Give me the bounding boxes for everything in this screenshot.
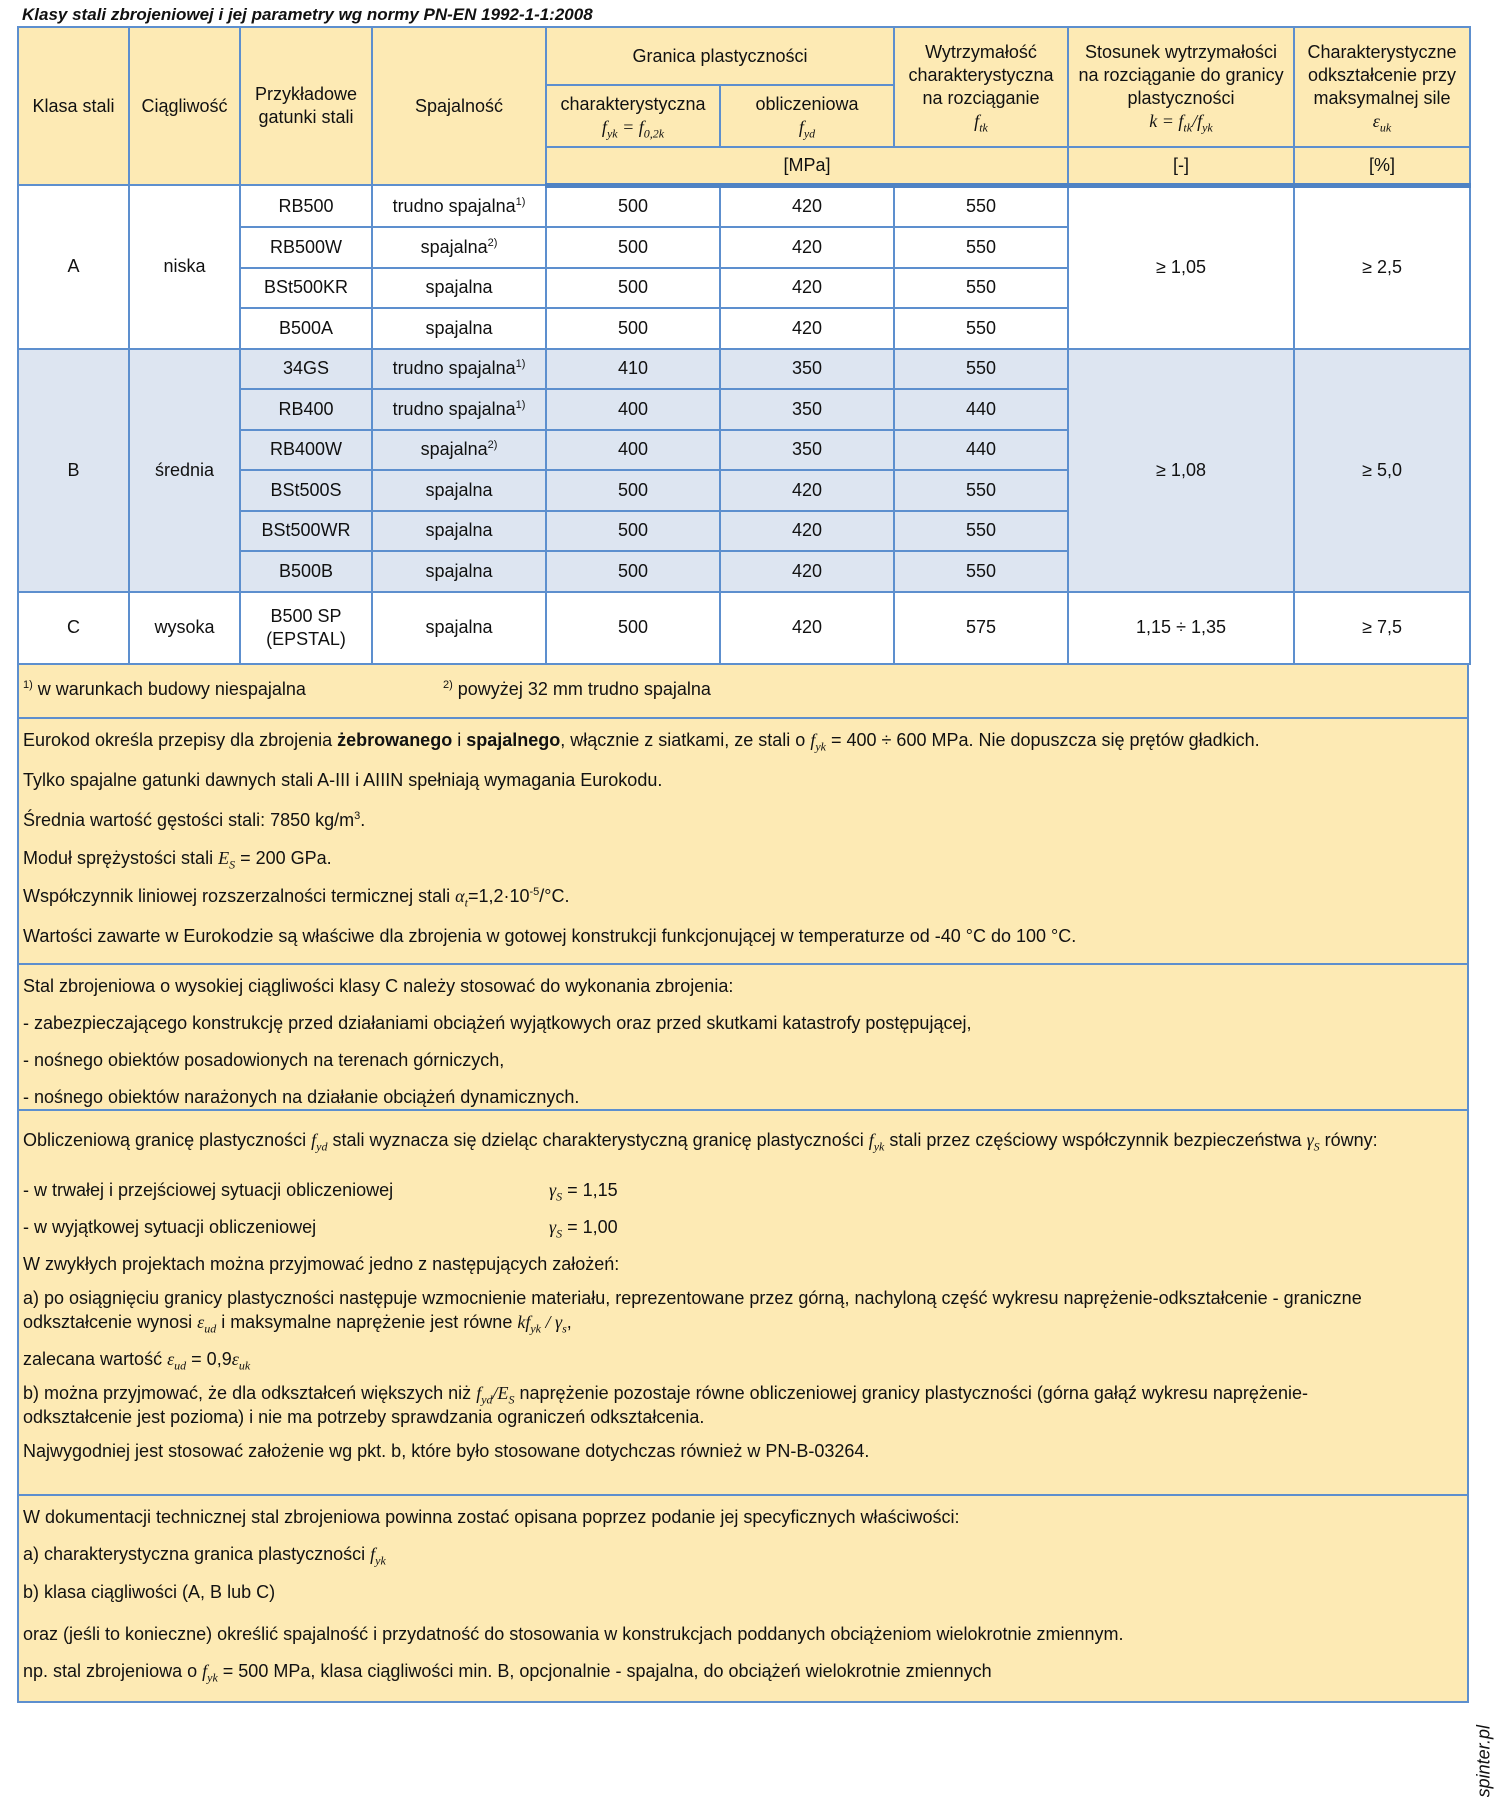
cell-spajalnosc xyxy=(372,349,546,390)
symbol-fyd: $f_{yd}$ xyxy=(311,1129,328,1154)
text-span: . xyxy=(360,809,366,830)
page-title: Klasy stali zbrojeniowej i jej parametry wg normy PN-EN 1992-1-1:2008 xyxy=(22,5,593,24)
class-c-line-2: - zabezpieczającego konstrukcję przed działaniami obciążeń wyjątkowych oraz przed skutkami katastrofy postępującej, xyxy=(23,1012,972,1033)
footnotes-row xyxy=(19,679,1467,700)
footnote-ref: 1) xyxy=(515,195,526,208)
text-span: , xyxy=(566,1311,572,1332)
text-span: stali przez częściowy współczynnik bezpieczeństwa xyxy=(884,1129,1307,1150)
doc-line-5 xyxy=(19,1658,1467,1694)
symbol-euk: $\varepsilon_{uk}$ xyxy=(231,1348,251,1373)
cell-fyd: 420 xyxy=(720,185,894,227)
design-line-7 xyxy=(19,1346,1467,1381)
table-row xyxy=(18,349,1470,390)
symbol-euk: $\varepsilon_{uk}$ xyxy=(1372,111,1392,135)
footnote-ref: 2) xyxy=(487,439,498,452)
cell-gatunek: RB500W xyxy=(240,227,372,268)
unit-percent: [%] xyxy=(1294,147,1470,185)
cell-spajalnosc xyxy=(372,185,546,227)
cell-fyd: 350 xyxy=(720,389,894,430)
footnote-1-text: w warunkach budowy niespajalna xyxy=(32,678,306,699)
footnote-2 xyxy=(443,679,711,700)
doc-line-1: W dokumentacji technicznej stal zbrojeniowa powinna zostać opisana poprzez podanie jej specyficznych właściwości: xyxy=(23,1506,960,1527)
symbol-fyk: $f_{yk}$ xyxy=(202,1660,218,1685)
text-span: - w trwałej i przejściowej sytuacji obliczeniowej xyxy=(23,1179,394,1200)
cell-gatunek: RB400 xyxy=(240,389,372,430)
cell-ftk: 550 xyxy=(894,268,1068,309)
cell-spajalnosc xyxy=(372,592,546,664)
spajalnosc-text: spajalna xyxy=(425,560,493,581)
cell-euk: ≥ 5,0 xyxy=(1294,349,1470,592)
cell-spajalnosc xyxy=(372,308,546,349)
symbol-fyk: $f_{yk}$ xyxy=(868,1129,885,1154)
text-span: = 400 ÷ 600 MPa. Nie dopuszcza się prętów gładkich. xyxy=(826,729,1260,750)
spajalnosc-text: spajalna xyxy=(420,439,488,460)
cell-gatunek: BSt500KR xyxy=(240,268,372,309)
superscript: -5 xyxy=(529,885,540,898)
cell-fyd: 350 xyxy=(720,349,894,390)
cell-euk: ≥ 7,5 xyxy=(1294,592,1470,664)
text-span: - w wyjątkowej sytuacji obliczeniowej xyxy=(23,1216,317,1237)
header-odksztalcenie xyxy=(1294,27,1470,147)
cell-fyd: 350 xyxy=(720,430,894,471)
footnote-ref: 2) xyxy=(487,236,498,249)
cell-ftk: 550 xyxy=(894,349,1068,390)
header-wytrzymalosc-label: Wytrzymałość charakterystyczna na rozciąganie xyxy=(908,42,1054,108)
cell-spajalnosc xyxy=(372,268,546,309)
header-charakterystyczna xyxy=(546,85,720,147)
temperature-line: Wartości zawarte w Eurokodzie są właściwe dla zbrojenia w gotowej konstrukcji funkcjonującej w temperaturze od -40 °C do 100 °C. xyxy=(23,925,1077,946)
cell-ftk: 550 xyxy=(894,308,1068,349)
cell-fyk: 500 xyxy=(546,551,720,592)
cell-gatunek: B500 SP (EPSTAL) xyxy=(240,592,372,664)
text-span: = 1,15 xyxy=(562,1179,618,1200)
header-row xyxy=(18,27,1470,85)
symbol-fyd: $f_{yd}$ xyxy=(798,117,816,141)
doc-line-3: b) klasa ciągliwości (A, B lub C) xyxy=(23,1581,276,1602)
text-span: Średnia wartość gęstości stali: 7850 kg/m xyxy=(23,809,355,830)
symbol-gamma-s: $\gamma_S$ xyxy=(549,1216,563,1241)
header-stosunek xyxy=(1068,27,1294,147)
cell-fyd: 420 xyxy=(720,308,894,349)
header-klasa: Klasa stali xyxy=(18,27,129,185)
footnote-2-text: powyżej 32 mm trudno spajalna xyxy=(452,678,711,699)
eurocode-line-1 xyxy=(19,727,1467,767)
cell-klasa: C xyxy=(18,592,129,664)
cell-ftk: 440 xyxy=(894,430,1068,471)
cell-k-ratio: ≥ 1,08 xyxy=(1068,349,1294,592)
cell-fyk: 400 xyxy=(546,430,720,471)
symbol-es: $E_S$ xyxy=(218,847,236,872)
cell-fyk: 500 xyxy=(546,227,720,268)
spajalnosc-text: spajalna xyxy=(425,617,493,637)
cell-fyk: 500 xyxy=(546,592,720,664)
unit-mpa: [MPa] xyxy=(546,147,1068,185)
cell-ciagliwosc: średnia xyxy=(129,349,240,592)
design-line-2 xyxy=(19,1177,1467,1214)
header-wytrzymalosc xyxy=(894,27,1068,147)
symbol-fyk: $f_{yk}$ xyxy=(810,729,826,754)
cell-k-ratio: ≥ 1,05 xyxy=(1068,185,1294,349)
doc-line-4: oraz (jeśli to konieczne) określić spajalność i przydatność do stosowania w konstrukcjach poddanych obciążeniom wielokrotnie zmiennym. xyxy=(23,1623,1124,1644)
cell-fyk: 500 xyxy=(546,268,720,309)
design-line-3 xyxy=(19,1214,1467,1251)
cell-fyd: 420 xyxy=(720,227,894,268)
symbol-k-ratio: $k = f_{tk}/f_{yk}$ xyxy=(1149,111,1213,135)
text-span: = 500 MPa, klasa ciągliwości min. B, opcjonalnie - spajalna, do obciążeń wielokrotnie zmiennych xyxy=(217,1660,992,1681)
text-span: , włącznie z siatkami, ze stali o xyxy=(560,729,811,750)
symbol-gamma-s: $\gamma_S$ xyxy=(549,1179,563,1204)
text-span: odkształcenie wynosi xyxy=(23,1311,198,1332)
cell-fyk: 500 xyxy=(546,470,720,511)
text-span: równy: xyxy=(1319,1129,1378,1150)
eurocode-section xyxy=(19,719,1467,965)
cell-gatunek: B500A xyxy=(240,308,372,349)
cell-gatunek: B500B xyxy=(240,551,372,592)
symbol-gamma-s: $\gamma_S$ xyxy=(1306,1129,1320,1154)
design-line-1 xyxy=(19,1127,1467,1177)
cell-euk: ≥ 2,5 xyxy=(1294,185,1470,349)
bold-spajalnego: spajalnego xyxy=(466,729,561,750)
cell-gatunek: BSt500S xyxy=(240,470,372,511)
unit-dash: [-] xyxy=(1068,147,1294,185)
cell-ftk: 550 xyxy=(894,551,1068,592)
text-span: a) charakterystyczna granica plastyczności xyxy=(23,1543,371,1564)
class-c-line-3: - nośnego obiektów posadowionych na terenach górniczych, xyxy=(23,1049,505,1070)
cell-spajalnosc xyxy=(372,227,546,268)
design-line-5: a) po osiągnięciu granicy plastyczności następuje wzmocnienie materiału, reprezentowane przez górną, nachyloną część wykresu naprężenie-odkształcenie - graniczne xyxy=(23,1287,1362,1308)
cell-klasa: B xyxy=(18,349,129,592)
cell-ftk: 440 xyxy=(894,389,1068,430)
footnote-2-mark: 2) xyxy=(443,678,453,691)
text-span: Obliczeniową granicę plastyczności xyxy=(23,1129,312,1150)
text-span: = 200 GPa. xyxy=(235,847,332,868)
spajalnosc-text: spajalna xyxy=(420,236,488,257)
text-span: =1,2·10 xyxy=(467,885,530,906)
documentation-section xyxy=(19,1496,1467,1701)
bold-zebrowanego: żebrowanego xyxy=(337,729,453,750)
symbol-ftk: $f_{tk}$ xyxy=(974,111,988,135)
header-stosunek-label: Stosunek wytrzymałości na rozciąganie do granicy plastyczności xyxy=(1078,42,1284,108)
footnote-ref: 1) xyxy=(515,358,526,371)
cell-fyd: 420 xyxy=(720,470,894,511)
cell-gatunek: RB500 xyxy=(240,185,372,227)
cell-gatunek: RB400W xyxy=(240,430,372,471)
header-granica: Granica plastyczności xyxy=(546,27,894,85)
cell-ftk: 550 xyxy=(894,511,1068,552)
class-c-line-4: - nośnego obiektów narażonych na działanie obciążeń dynamicznych. xyxy=(23,1086,580,1107)
text-span: np. stal zbrojeniowa o xyxy=(23,1660,203,1681)
text-span: /°C. xyxy=(539,885,570,906)
text-span: naprężenie pozostaje równe obliczeniowej granicy plastyczności (górna gałąź wykresu naprężenie- xyxy=(514,1382,1308,1403)
cell-spajalnosc xyxy=(372,430,546,471)
text-span: b) można przyjmować, że dla odkształceń większych niż xyxy=(23,1382,477,1403)
text-span: Moduł sprężystości stali xyxy=(23,847,219,868)
header-spajalnosc: Spajalność xyxy=(372,27,546,185)
cell-ftk: 575 xyxy=(894,592,1068,664)
superscript: 3 xyxy=(354,809,361,822)
text-span: i xyxy=(452,729,467,750)
cell-spajalnosc xyxy=(372,389,546,430)
spajalnosc-text: spajalna xyxy=(425,277,493,298)
doc-line-2 xyxy=(19,1541,1467,1579)
header-gatunki: Przykładowe gatunki stali xyxy=(240,27,372,185)
footnote-1 xyxy=(23,679,443,700)
spajalnosc-text: trudno spajalna xyxy=(392,195,516,216)
notes-area xyxy=(17,665,1469,1703)
cell-klasa: A xyxy=(18,185,129,349)
cell-gatunek: 34GS xyxy=(240,349,372,390)
symbol-alpha-t: $\alpha_t$ xyxy=(455,885,468,910)
cell-ftk: 550 xyxy=(894,185,1068,227)
cell-fyd: 420 xyxy=(720,511,894,552)
footnote-1-mark: 1) xyxy=(23,678,33,691)
cell-spajalnosc xyxy=(372,470,546,511)
cell-ftk: 550 xyxy=(894,470,1068,511)
spajalnosc-text: spajalna xyxy=(425,479,493,500)
header-ciagliwosc: Ciągliwość xyxy=(129,27,240,185)
spajalnosc-text: trudno spajalna xyxy=(392,398,516,419)
symbol-fyk: $f_{yk}$ xyxy=(370,1543,386,1568)
density-line xyxy=(19,807,1467,845)
cell-spajalnosc xyxy=(372,551,546,592)
cell-gatunek: BSt500WR xyxy=(240,511,372,552)
text-span: Współczynnik liniowej rozszerzalności termicznej stali xyxy=(23,885,456,906)
text-span: = 0,9 xyxy=(186,1348,232,1369)
symbol-eud: $\varepsilon_{ud}$ xyxy=(167,1348,187,1373)
document-body xyxy=(17,26,1469,1730)
cell-fyd: 420 xyxy=(720,551,894,592)
text-span: zalecana wartość xyxy=(23,1348,168,1369)
cell-fyk: 500 xyxy=(546,511,720,552)
symbol-fyk: $f_{yk} = f_{0,2k}$ xyxy=(601,117,665,141)
text-span: Eurokod określa przepisy dla zbrojenia xyxy=(23,729,338,750)
cell-fyk: 500 xyxy=(546,185,720,227)
text-span: stali wyznacza się dzieląc charakterystyczną granicę plastyczności xyxy=(327,1129,869,1150)
steel-classes-table xyxy=(17,26,1471,665)
modulus-line xyxy=(19,845,1467,883)
header-odksztalcenie-label: Charakterystyczne odkształcenie przy maksymalnej sile xyxy=(1307,42,1457,108)
text-span: = 1,00 xyxy=(562,1216,618,1237)
thermal-line xyxy=(19,883,1467,923)
class-c-section xyxy=(19,965,1467,1111)
design-line-10: Najwygodniej jest stosować założenie wg pkt. b, które było stosowane dotychczas również w PN-B-03264. xyxy=(23,1440,870,1461)
table-row xyxy=(18,592,1470,664)
spajalnosc-text: spajalna xyxy=(425,520,493,541)
header-charakterystyczna-label: charakterystyczna xyxy=(560,94,706,114)
eurocode-line-2: Tylko spajalne gatunki dawnych stali A-III i AIIIN spełniają wymagania Eurokodu. xyxy=(23,769,663,790)
symbol-eud: $\varepsilon_{ud}$ xyxy=(197,1311,217,1336)
class-c-line-1: Stal zbrojeniowa o wysokiej ciągliwości klasy C należy stosować do wykonania zbrojenia: xyxy=(23,975,734,996)
watermark-text: spinter.pl xyxy=(1473,1725,1493,1797)
cell-ciagliwosc: niska xyxy=(129,185,240,349)
design-line-4: W zwykłych projektach można przyjmować jedno z następujących założeń: xyxy=(23,1253,620,1274)
footnotes-section xyxy=(19,665,1467,719)
cell-spajalnosc xyxy=(372,511,546,552)
spajalnosc-text: trudno spajalna xyxy=(392,358,516,379)
cell-fyd: 420 xyxy=(720,592,894,664)
symbol-kfyk-gamma: $kf_{yk} / \gamma_s$ xyxy=(517,1311,567,1336)
design-line-8 xyxy=(19,1381,1467,1405)
header-obliczeniowa-label: obliczeniowa xyxy=(755,94,859,114)
cell-fyk: 500 xyxy=(546,308,720,349)
cell-ciagliwosc: wysoka xyxy=(129,592,240,664)
table-row xyxy=(18,185,1470,227)
header-obliczeniowa xyxy=(720,85,894,147)
text-span: i maksymalne naprężenie jest równe xyxy=(216,1311,518,1332)
design-line-9: odkształcenie jest pozioma) i nie ma potrzeby sprawdzania ograniczeń odkształcenia. xyxy=(23,1406,705,1427)
cell-fyk: 410 xyxy=(546,349,720,390)
cell-ftk: 550 xyxy=(894,227,1068,268)
spajalnosc-text: spajalna xyxy=(425,317,493,338)
cell-k-ratio: 1,15 ÷ 1,35 xyxy=(1068,592,1294,664)
symbol-fyd-es: $f_{yd}/E_S$ xyxy=(476,1382,515,1407)
cell-fyd: 420 xyxy=(720,268,894,309)
design-line-6 xyxy=(19,1310,1467,1346)
cell-fyk: 400 xyxy=(546,389,720,430)
footnote-ref: 1) xyxy=(515,398,526,411)
design-section xyxy=(19,1111,1467,1496)
